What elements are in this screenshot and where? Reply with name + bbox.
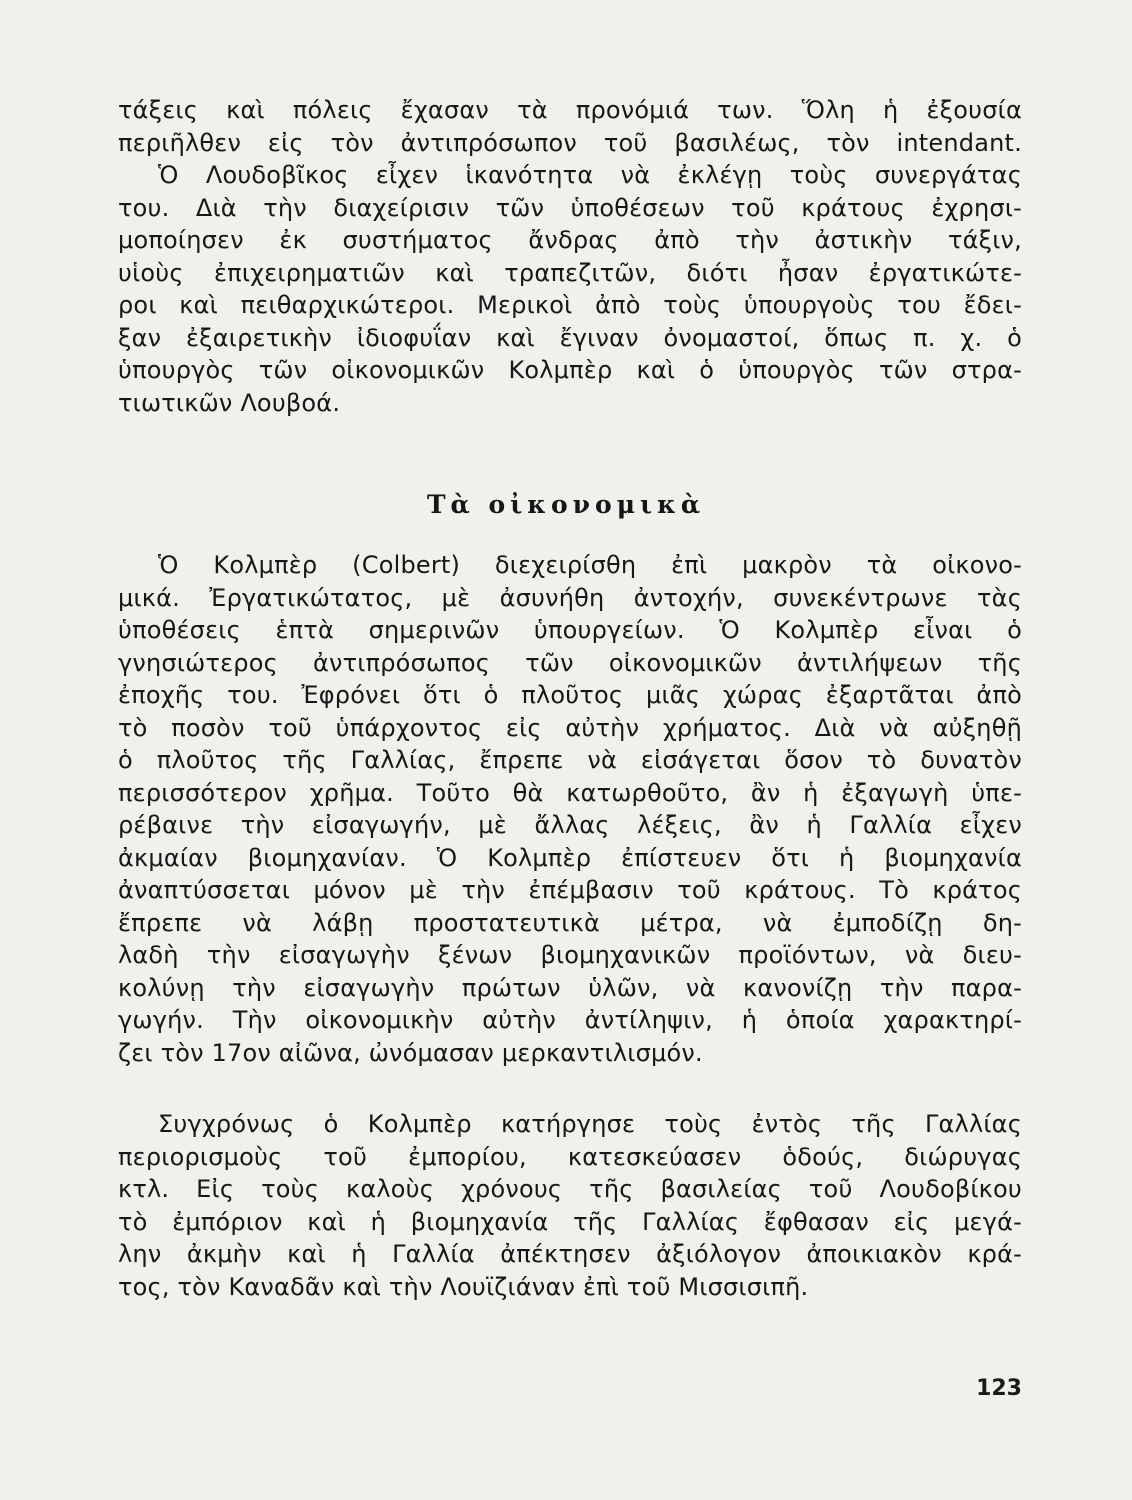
text-line: γωγήν. Τὴν οἰκονομικὴν αὐτὴν ἀντίληψιν, ἡ ὁποία χαρακτηρί- bbox=[118, 1006, 1022, 1034]
page-number: 123 bbox=[976, 1376, 1022, 1401]
text-line: ὑποθέσεις ἑπτὰ σημερινῶν ὑπουργείων. Ὁ Κολμπὲρ εἶναι ὁ bbox=[118, 616, 1022, 644]
section-heading: Τὰ οἰκονομικὰ bbox=[426, 490, 706, 519]
text-line: Συγχρόνως ὁ Κολμπὲρ κατήργησε τοὺς ἐντὸς τῆς Γαλλίας bbox=[158, 1110, 1022, 1138]
text-line: τὸ ἐμπόριον καὶ ἡ βιομηχανία τῆς Γαλλίας ἔφθασαν εἰς μεγά- bbox=[118, 1207, 1022, 1236]
text-line: μοποίησεν ἐκ συστήματος ἄνδρας ἀπὸ τὴν ἀστικὴν τάξιν, bbox=[118, 226, 1022, 254]
text-line: μικά. Ἐργατικώτατος, μὲ ἀσυνήθη ἀντοχήν, συνεκέντρωνε τὰς bbox=[118, 583, 1022, 612]
text-line: τάξεις καὶ πόλεις ἔχασαν τὰ προνόμιά των. Ὅλη ἡ ἐξουσία bbox=[118, 96, 1022, 124]
text-line: κολύνῃ τὴν εἰσαγωγὴν πρώτων ὑλῶν, νὰ κανονίζῃ τὴν παρα- bbox=[118, 973, 1022, 1002]
text-line: ρέβαινε τὴν εἰσαγωγήν, μὲ ἄλλας λέξεις, ἂν ἡ Γαλλία εἶχεν bbox=[118, 811, 1022, 839]
text-line: ἐποχῆς του. Ἐφρόνει ὅτι ὁ πλοῦτος μιᾶς χώρας ἐξαρτᾶται ἀπὸ bbox=[118, 681, 1022, 709]
text-line: περιορισμοὺς τοῦ ἐμπορίου, κατεσκεύασεν ὁδούς, διώρυγας bbox=[118, 1142, 1022, 1171]
text-line: κτλ. Εἰς τοὺς καλοὺς χρόνους τῆς βασιλείας τοῦ Λουδοβίκου bbox=[118, 1175, 1022, 1203]
text-line: υἱοὺς ἐπιχειρηματιῶν καὶ τραπεζιτῶν, διότι ἦσαν ἐργατικώτε- bbox=[118, 258, 1022, 287]
text-line: ζει τὸν 17ον αἰῶνα, ὠνόμασαν μερκαντιλισμόν. bbox=[118, 1038, 703, 1067]
paragraph-3 bbox=[118, 1108, 1022, 1303]
text-line: ὑπουργὸς τῶν οἰκονομικῶν Κολμπὲρ καὶ ὁ ὑπουργὸς τῶν στρα- bbox=[118, 356, 1022, 384]
text-line: τιωτικῶν Λουβοά. bbox=[118, 388, 341, 417]
text-line: γνησιώτερος ἀντιπρόσωπος τῶν οἰκονομικῶν ἀντιλήψεων τῆς bbox=[118, 648, 1022, 677]
text-line: τος, τὸν Καναδᾶν καὶ τὴν Λουϊζιάναν ἐπὶ τοῦ Μισσισιπῆ. bbox=[118, 1272, 809, 1301]
text-line: τὸ ποσὸν τοῦ ὑπάρχοντος εἰς αὐτὴν χρήματος. Διὰ νὰ αὐξηθῇ bbox=[118, 713, 1022, 742]
text-line: ἀναπτύσσεται μόνον μὲ τὴν ἐπέμβασιν τοῦ κράτους. Τὸ κράτος bbox=[118, 876, 1022, 904]
text-line: Ὁ Κολμπὲρ (Colbert) διεχειρίσθη ἐπὶ μακρὸν τὰ οἰκονο- bbox=[158, 551, 1022, 579]
text-line: ξαν ἐξαιρετικὴν ἰδιοφυΐαν καὶ ἔγιναν ὀνομαστοί, ὅπως π. χ. ὁ bbox=[118, 323, 1022, 352]
text-line: Ὁ Λουδοβῖκος εἶχεν ἱκανότητα νὰ ἐκλέγῃ τοὺς συνεργάτας bbox=[158, 161, 1022, 189]
text-line: περιῆλθεν εἰς τὸν ἀντιπρόσωπον τοῦ βασιλέως, τὸν intendant. bbox=[118, 128, 1022, 157]
text-line: λαδὴ τὴν εἰσαγωγὴν ξένων βιομηχανικῶν προϊόντων, νὰ διευ- bbox=[118, 941, 1022, 969]
paragraph-2 bbox=[118, 549, 1022, 1069]
text-line: περισσότερον χρῆμα. Τοῦτο θὰ κατωρθοῦτο, ἂν ἡ ἐξαγωγὴ ὑπε- bbox=[118, 778, 1022, 807]
text-line: ἀκμαίαν βιομηχανίαν. Ὁ Κολμπὲρ ἐπίστευεν ὅτι ἡ βιομηχανία bbox=[118, 843, 1022, 872]
text-line: ὁ πλοῦτος τῆς Γαλλίας, ἔπρεπε νὰ εἰσάγεται ὅσον τὸ δυνατὸν bbox=[118, 746, 1022, 774]
paragraph-1 bbox=[118, 94, 1022, 419]
text-line: ροι καὶ πειθαρχικώτεροι. Μερικοὶ ἀπὸ τοὺς ὑπουργοὺς του ἔδει- bbox=[118, 291, 1022, 319]
text-line: ἔπρεπε νὰ λάβῃ προστατευτικὰ μέτρα, νὰ ἐμποδίζῃ δη- bbox=[118, 908, 1022, 937]
text-line: λην ἀκμὴν καὶ ἡ Γαλλία ἀπέκτησεν ἀξιόλογον ἀποικιακὸν κρά- bbox=[118, 1240, 1022, 1268]
text-line: του. Διὰ τὴν διαχείρισιν τῶν ὑποθέσεων τοῦ κράτους ἐχρησι- bbox=[118, 193, 1022, 222]
